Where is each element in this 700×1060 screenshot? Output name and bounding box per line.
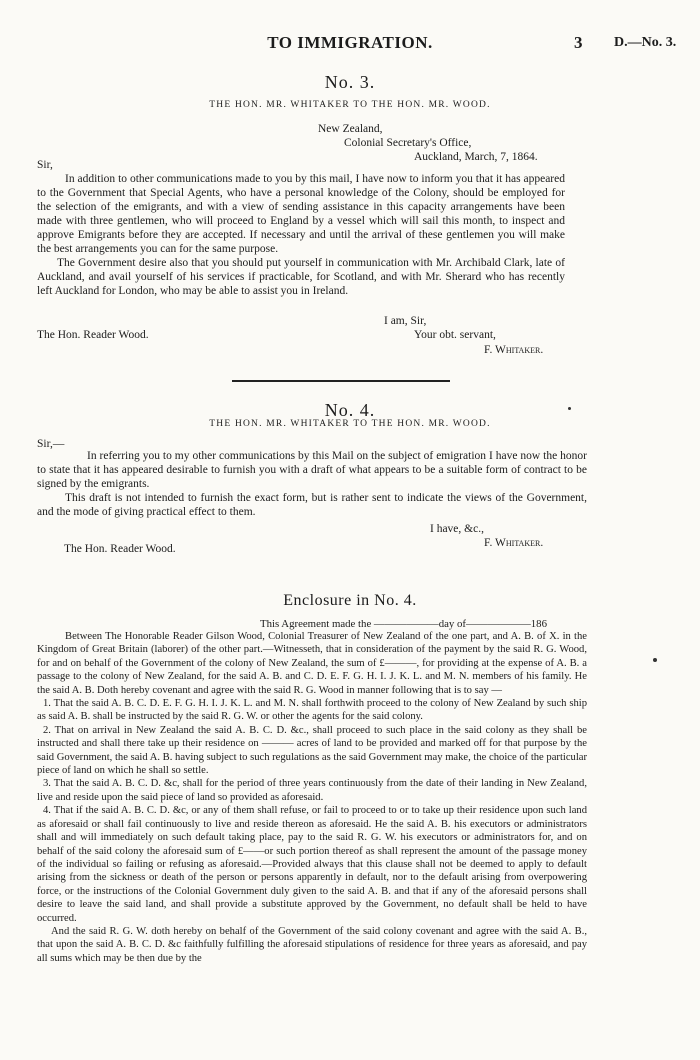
letter-3-paragraph-1: In addition to other communications made to you by this mail, I have now to inform you that it has appeared to the Government that Special Agents, who have a personal knowledge of the Colony, should be employed for the selection of the emigrants, and with a view of sending assistance in this capacity arrangements have been made with three gentlemen, who will proceed to England by a vessel which will sail this month, to inspect and approve Emigrants before they are accepted. If necessary and until the arrival of these gentlemen you will make the best arrangements you can for the same purpose.: [37, 173, 565, 255]
letter-4-salutation: Sir,—: [37, 438, 65, 450]
enclosure-clause-4: 4. That if the said A. B. C. D. &c, or any of them shall refuse, or fail to proceed to or to take up their residence upon such land as aforesaid or shall fail continuously to live and reside thereon as aforesaid. He the said A. B. his executors or administrators shall and will immediately on such default taking place, pay to the said R. G. W. his executors or administrators for, and on behalf of the said colony the aforesaid sum of £——or such portion thereof as shall represent the amount of the passage money of the individual so failing or refusing as aforesaid.—Provided always that this clause shall not be deemed to apply to default arising from the sickness or death of the person or persons apparently in default, nor to the default arising from overpowering force, or the instructions of the Colonial Government duly given to the said A. B. and that if any of the aforesaid persons shall desire to leave the said land, and shall provide a substitute approved by the Government, no default shall be held to have occurred.: [37, 805, 587, 924]
letter-3-signature: F. Whitaker.: [484, 344, 544, 356]
page-header-title: TO IMMIGRATION.: [267, 33, 433, 52]
letter-3-route: THE HON. MR. WHITAKER TO THE HON. MR. WOOD.: [209, 100, 491, 110]
letter-4-signature: F. Whitaker.: [484, 537, 544, 549]
enclosure-clause-3: 3. That the said A. B. C. D. &c, shall for the period of three years continuously from the date of their landing in New Zealand, live and reside upon the said piece of land so provided as aforesaid.: [37, 778, 587, 803]
letter-3-address-line-1: New Zealand,: [318, 123, 383, 135]
enclosure-body: [37, 630, 587, 965]
enclosure-clause-1: 1. That the said A. B. C. D. E. F. G. H. I. J. K. L. and M. N. shall forthwith proceed to the colony of New Zealand by such ship as said A. B. shall be instructed by the said R. G. W. or other the agents for the said colony.: [37, 698, 587, 723]
letter-3-body: [37, 172, 565, 298]
enclosure-title: Enclosure in No. 4.: [283, 592, 417, 609]
letter-4-closing: I have, &c.,: [430, 523, 484, 535]
page-number: 3: [574, 33, 583, 52]
letter-4-body: [37, 449, 587, 519]
letter-4-addressee: The Hon. Reader Wood.: [64, 543, 176, 555]
enclosure-final-paragraph: And the said R. G. W. doth hereby on behalf of the Government of the said colony covenant and agree with the said A. B., that upon the said A. B. C. D. &c faithfully fulfilling the aforesaid stipulations of residence for three years as aforesaid, and pay all sums which may be then due by the: [37, 925, 587, 964]
letter-4-paragraph-1: In referring you to my other communications by this Mail on the subject of emigration I have now the honor to state that it has appeared desirable to furnish you with a draft of what appears to be a suitable form of contract to be signed by the emigrants.: [37, 450, 587, 490]
letter-3-paragraph-2: The Government desire also that you should put yourself in communication with Mr. Archibald Clark, late of Auckland, and avail yourself of his services if practicable, for Scotland, and with Mr. Sherard who has recently left Auckland for London, who may be able to assist you in Ireland.: [37, 257, 565, 297]
letter-3-closing-2: Your obt. servant,: [414, 329, 496, 341]
letter-3-salutation: Sir,: [37, 159, 53, 171]
letter-3-address-line-3: Auckland, March, 7, 1864.: [414, 151, 538, 163]
enclosure-opening: This Agreement made the ——————day of——————186: [260, 618, 547, 630]
enclosure-paragraph-1: Between The Honorable Reader Gilson Wood, Colonial Treasurer of New Zealand of the one part, and A. B. of X. in the Kingdom of Great Britain (laborer) of the other part.—Witnesseth, that in consideration of the payment by the said R. G. Wood, for and on behalf of the Government of the colony of New Zealand, the sum of £———, for providing at the expense of A. B. a passage to the colony of New Zealand, for the said A. B. and C. D. E. F. G. H. I. J. K. L. and M. N. members of his family. He the said A. B. Doth hereby covenant and agree with the said R. G. Wood in manner following that is to say —: [37, 631, 587, 696]
letter-3-number: No. 3.: [324, 72, 376, 92]
letter-4-route: THE HON. MR. WHITAKER TO THE HON. MR. WOOD.: [209, 419, 491, 429]
letter-3-addressee: The Hon. Reader Wood.: [37, 329, 149, 341]
letter-4-number: No. 4.: [324, 400, 376, 420]
enclosure-clause-2: 2. That on arrival in New Zealand the said A. B. C. D. &c., shall proceed to such place in the said colony as they shall be instructed and shall there take up their residence on ——— acres of land to be provided and marked off for that purpose by the said Government, the said A. B. having subject to such regulations as the said Government may make, the choice of the particular piece of land on which he shall so settle.: [37, 724, 587, 777]
document-reference: D.—No. 3.: [614, 35, 677, 50]
letter-3-address-line-2: Colonial Secretary's Office,: [344, 137, 472, 149]
letter-3-closing-1: I am, Sir,: [384, 315, 427, 327]
scan-speck: [568, 407, 571, 410]
letter-4-paragraph-2: This draft is not intended to furnish the exact form, but is rather sent to indicate the views of the Government, and the mode of giving practical effect to them.: [37, 492, 587, 518]
section-divider: [232, 380, 450, 382]
scan-speck: [653, 658, 657, 662]
